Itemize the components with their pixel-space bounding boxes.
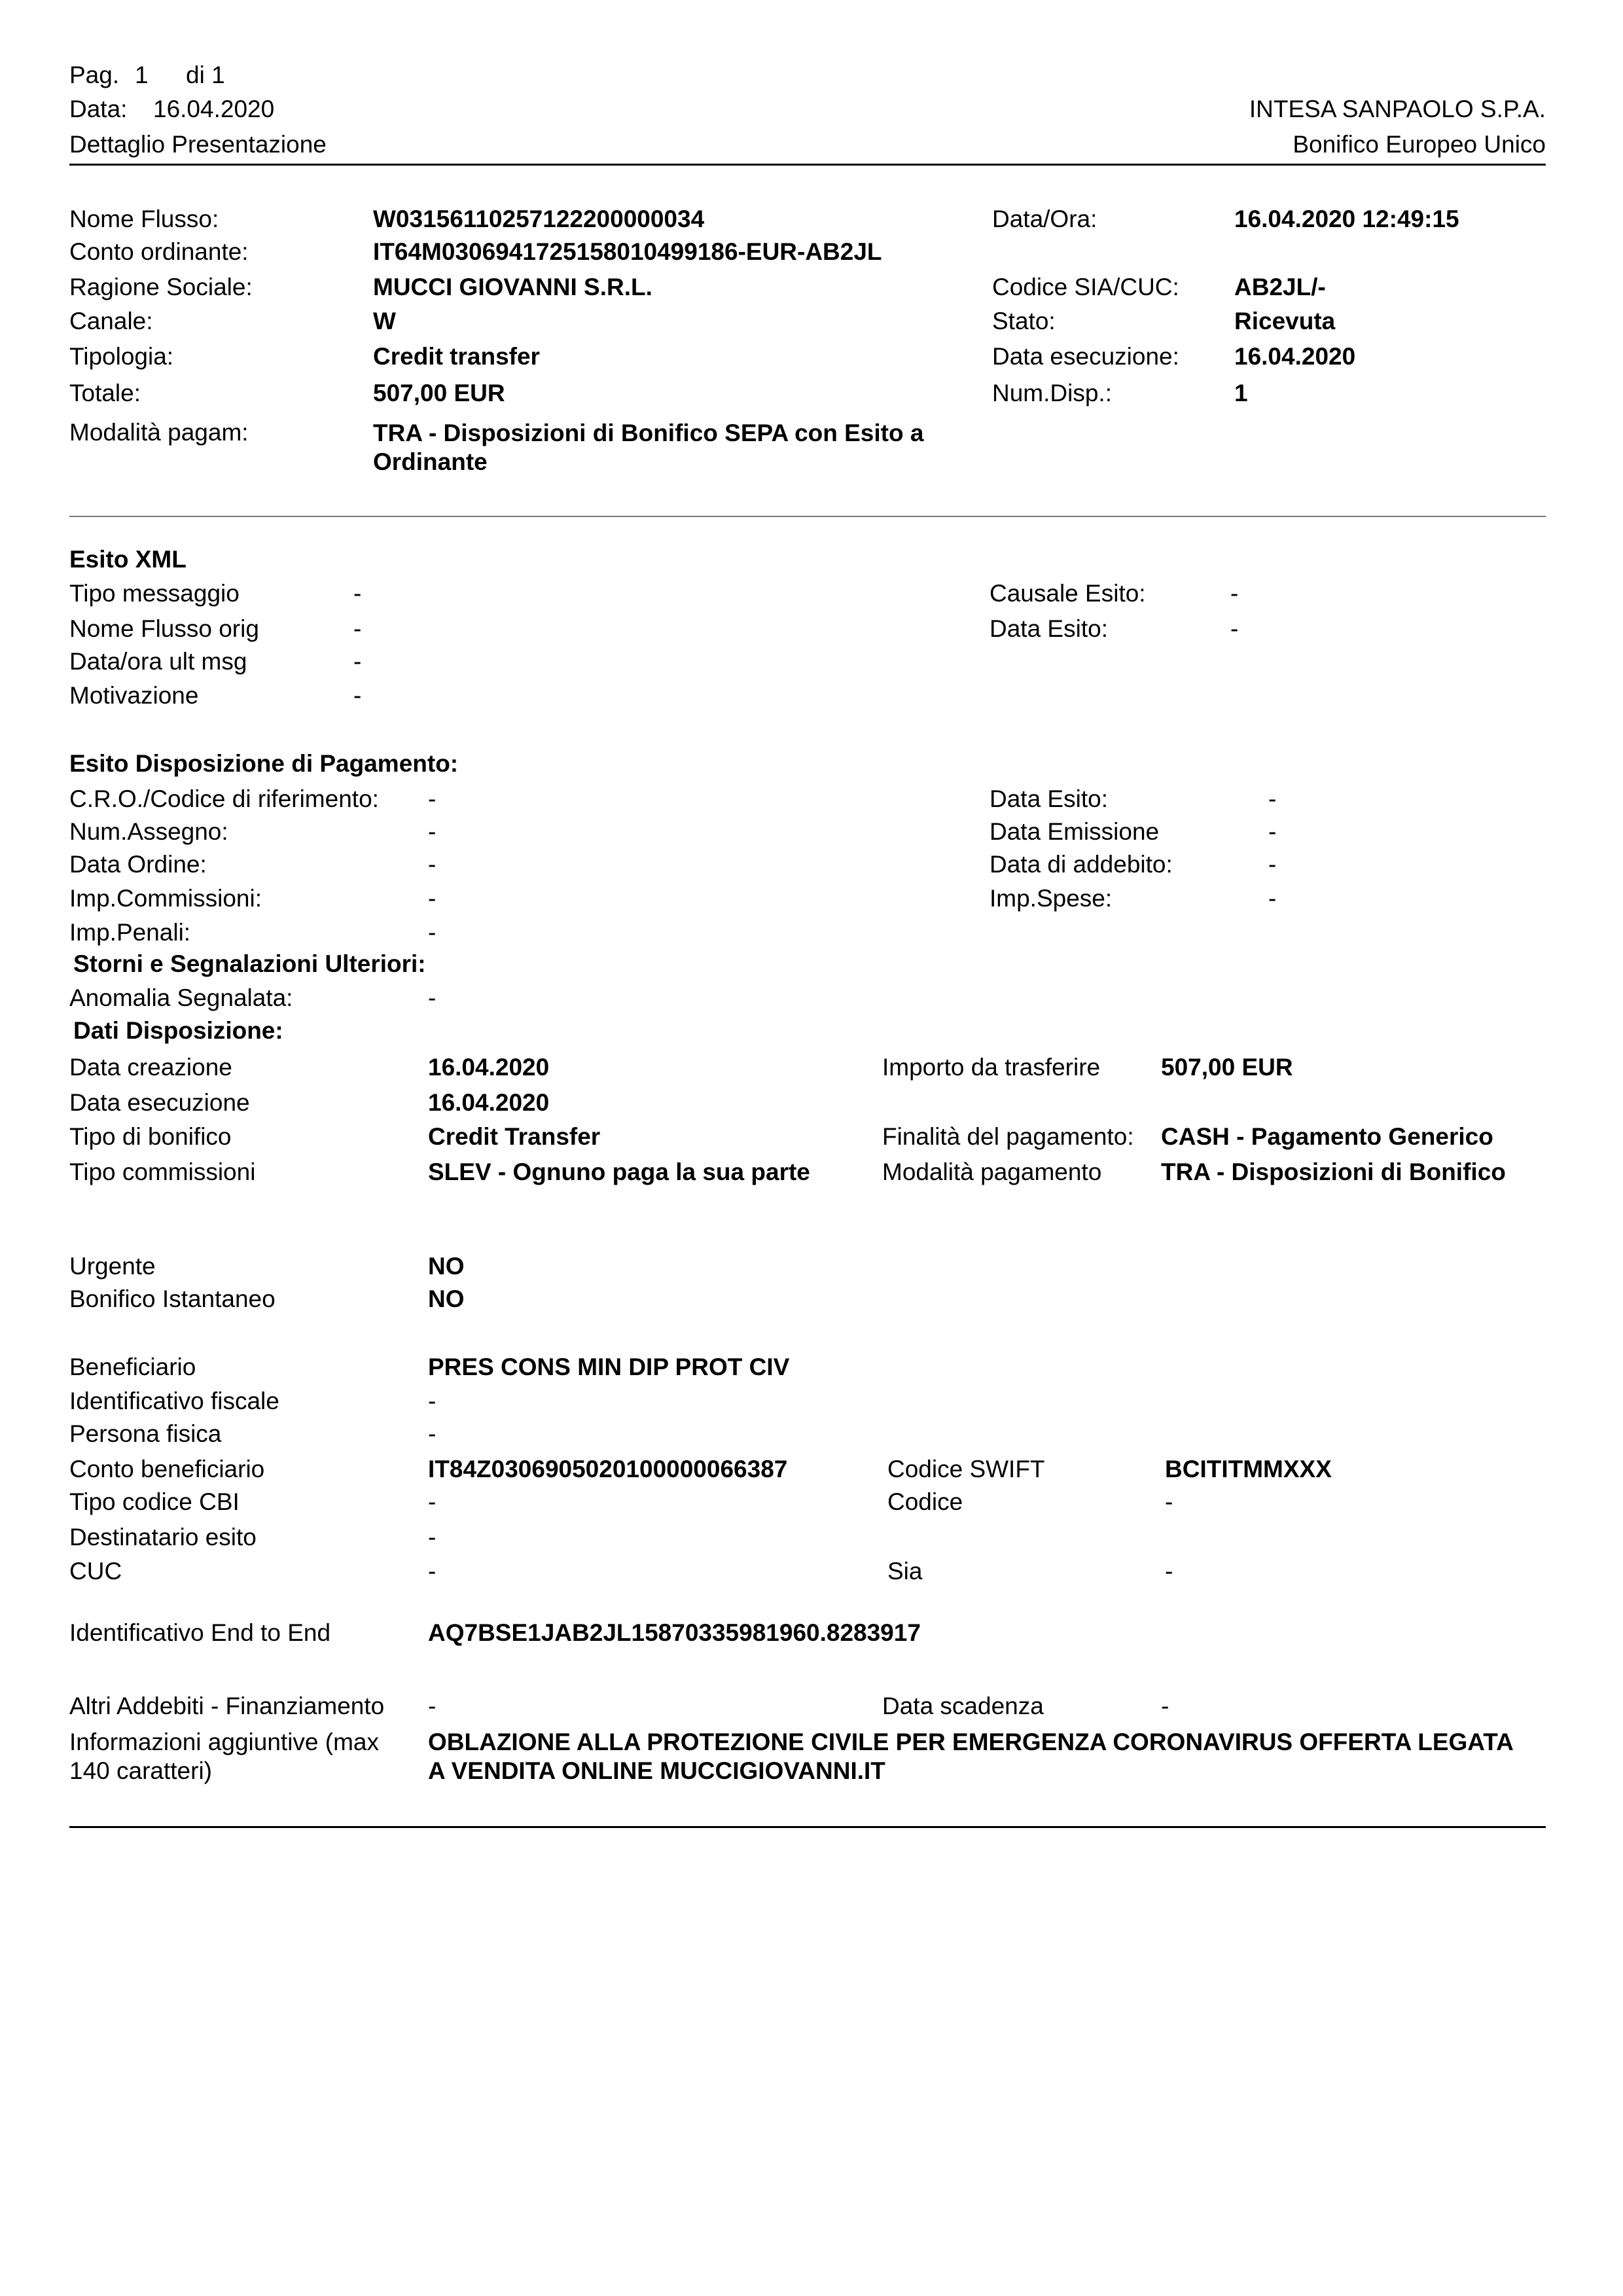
informazioni-label: Informazioni aggiuntive (max 140 caratteri) [69, 1729, 379, 1785]
cuc-value: - [428, 1558, 437, 1585]
tipologia-label: Tipologia: [69, 343, 174, 370]
tipo-bonifico-value: Credit Transfer [428, 1123, 601, 1150]
dati-esecuzione-label: Data esecuzione [69, 1089, 250, 1116]
bonifico-istantaneo-value: NO [428, 1285, 465, 1312]
conto-ordinante-label: Conto ordinante: [69, 238, 249, 265]
stato-value: Ricevuta [1234, 308, 1336, 334]
id-fiscale-value: - [428, 1388, 437, 1414]
causale-esito-value: - [1230, 580, 1239, 607]
storni-title: Storni e Segnalazioni Ulteriori: [73, 950, 426, 977]
destinatario-esito-value: - [428, 1524, 437, 1551]
importo-label: Importo da trasferire [882, 1054, 1101, 1081]
data-esito-xml-value: - [1230, 615, 1239, 642]
num-assegno-value: - [428, 818, 437, 845]
tipo-messaggio-label: Tipo messaggio [69, 580, 240, 607]
data-emissione-label: Data Emissione [990, 818, 1160, 845]
codice-swift-label: Codice SWIFT [887, 1456, 1045, 1482]
ragione-sociale-value: MUCCI GIOVANNI S.R.L. [373, 274, 652, 300]
doc-title: Dettaglio Presentazione [69, 131, 327, 158]
imp-spese-label: Imp.Spese: [990, 885, 1113, 912]
dataora-label: Data/Ora: [992, 206, 1097, 232]
beneficiario-label: Beneficiario [69, 1354, 196, 1380]
imp-commissioni-label: Imp.Commissioni: [69, 885, 262, 912]
end-to-end-value: AQ7BSE1JAB2JL15870335981960.8283917 [428, 1619, 921, 1646]
tipo-messaggio-value: - [353, 580, 362, 607]
ragione-sociale-label: Ragione Sociale: [69, 274, 253, 300]
totale-label: Totale: [69, 380, 141, 406]
bonifico-istantaneo-label: Bonifico Istantaneo [69, 1285, 276, 1312]
modalita-pagam-label: Modalità pagam: [69, 419, 249, 446]
dataora-value: 16.04.2020 12:49:15 [1234, 206, 1459, 232]
altri-addebiti-label: Altri Addebiti - Finanziamento [69, 1693, 385, 1719]
cuc-label: CUC [69, 1558, 122, 1585]
motivazione-label: Motivazione [69, 682, 199, 709]
num-assegno-label: Num.Assegno: [69, 818, 228, 845]
data-esito-value: - [1268, 785, 1277, 812]
tipo-commissioni-label: Tipo commissioni [69, 1158, 256, 1185]
cro-label: C.R.O./Codice di riferimento: [69, 785, 379, 812]
conto-ordinante-value: IT64M0306941725158010499186-EUR-AB2JL [373, 238, 882, 265]
motivazione-value: - [353, 682, 362, 709]
id-fiscale-label: Identificativo fiscale [69, 1388, 279, 1414]
data-esecuzione-label: Data esecuzione: [992, 343, 1179, 370]
data-creazione-value: 16.04.2020 [428, 1054, 550, 1081]
stato-label: Stato: [992, 308, 1056, 334]
anomalia-value: - [428, 984, 437, 1011]
dati-disposizione-title: Dati Disposizione: [73, 1017, 283, 1044]
esito-xml-title: Esito XML [69, 546, 187, 573]
data-addebito-label: Data di addebito: [990, 851, 1173, 878]
modalita-pagam-value: TRA - Disposizioni di Bonifico SEPA con Esito a Ordinante [373, 420, 924, 476]
nome-flusso-orig-label: Nome Flusso orig [69, 615, 259, 642]
imp-penali-value: - [428, 919, 437, 946]
data-scadenza-value: - [1161, 1693, 1169, 1719]
nome-flusso-value: W03156110257122200000034 [373, 206, 705, 232]
data-esito-xml-label: Data Esito: [990, 615, 1108, 642]
modalita-pagamento-value: TRA - Disposizioni di Bonifico [1161, 1158, 1506, 1185]
esito-disposizione-title: Esito Disposizione di Pagamento: [69, 750, 459, 777]
data-addebito-value: - [1268, 851, 1277, 878]
bank-name: INTESA SANPAOLO S.P.A. [1249, 96, 1546, 122]
footer-rule [69, 1826, 1546, 1828]
data-esito-label: Data Esito: [990, 785, 1108, 812]
data-creazione-label: Data creazione [69, 1054, 232, 1081]
page-number: 1 [135, 62, 149, 88]
altri-addebiti-value: - [428, 1693, 437, 1719]
codice-swift-value: BCITITMMXXX [1165, 1456, 1332, 1482]
urgente-label: Urgente [69, 1253, 156, 1280]
dataora-ult-msg-value: - [353, 648, 362, 675]
codice-sia-label: Codice SIA/CUC: [992, 274, 1179, 300]
header-rule [69, 164, 1546, 166]
persona-fisica-label: Persona fisica [69, 1420, 222, 1447]
codice-label: Codice [887, 1488, 963, 1515]
num-disp-value: 1 [1234, 380, 1248, 406]
codice-sia-value: AB2JL/- [1234, 274, 1326, 300]
conto-beneficiario-label: Conto beneficiario [69, 1456, 265, 1482]
data-ordine-value: - [428, 851, 437, 878]
tipo-codice-cbi-value: - [428, 1488, 437, 1515]
imp-spese-value: - [1268, 885, 1277, 912]
page-label: Pag. [69, 62, 120, 88]
num-disp-label: Num.Disp.: [992, 380, 1112, 406]
nome-flusso-label: Nome Flusso: [69, 206, 219, 232]
urgente-value: NO [428, 1253, 465, 1280]
date-value: 16.04.2020 [153, 96, 275, 122]
imp-commissioni-value: - [428, 885, 437, 912]
canale-value: W [373, 308, 396, 334]
tipologia-value: Credit transfer [373, 343, 540, 370]
section-rule [69, 516, 1546, 517]
data-esecuzione-value: 16.04.2020 [1234, 343, 1356, 370]
dataora-ult-msg-label: Data/ora ult msg [69, 648, 247, 675]
sia-value: - [1165, 1558, 1173, 1585]
doc-type: Bonifico Europeo Unico [1293, 131, 1546, 158]
finalita-label: Finalità del pagamento: [882, 1123, 1134, 1150]
data-ordine-label: Data Ordine: [69, 851, 207, 878]
tipo-commissioni-value: SLEV - Ognuno paga la sua parte [428, 1158, 810, 1185]
imp-penali-label: Imp.Penali: [69, 919, 191, 946]
causale-esito-label: Causale Esito: [990, 580, 1146, 607]
finalita-value: CASH - Pagamento Generico [1161, 1123, 1493, 1150]
beneficiario-value: PRES CONS MIN DIP PROT CIV [428, 1354, 790, 1380]
anomalia-label: Anomalia Segnalata: [69, 984, 293, 1011]
codice-value: - [1165, 1488, 1173, 1515]
data-emissione-value: - [1268, 818, 1277, 845]
destinatario-esito-label: Destinatario esito [69, 1524, 257, 1551]
end-to-end-label: Identificativo End to End [69, 1619, 331, 1646]
dati-esecuzione-value: 16.04.2020 [428, 1089, 550, 1116]
data-scadenza-label: Data scadenza [882, 1693, 1044, 1719]
page-total: di 1 [186, 62, 225, 88]
canale-label: Canale: [69, 308, 153, 334]
importo-value: 507,00 EUR [1161, 1054, 1293, 1081]
nome-flusso-orig-value: - [353, 615, 362, 642]
persona-fisica-value: - [428, 1420, 437, 1447]
totale-value: 507,00 EUR [373, 380, 505, 406]
conto-beneficiario-value: IT84Z0306905020100000066387 [428, 1456, 788, 1482]
sia-label: Sia [887, 1558, 923, 1585]
tipo-codice-cbi-label: Tipo codice CBI [69, 1488, 240, 1515]
date-label: Data: [69, 96, 128, 122]
tipo-bonifico-label: Tipo di bonifico [69, 1123, 232, 1150]
modalita-pagamento-label: Modalità pagamento [882, 1158, 1102, 1185]
cro-value: - [428, 785, 437, 812]
informazioni-value: OBLAZIONE ALLA PROTEZIONE CIVILE PER EMERGENZA CORONAVIRUS OFFERTA LEGATA A VENDITA ONLINE MUCCIGIOVANNI.IT [428, 1729, 1513, 1785]
